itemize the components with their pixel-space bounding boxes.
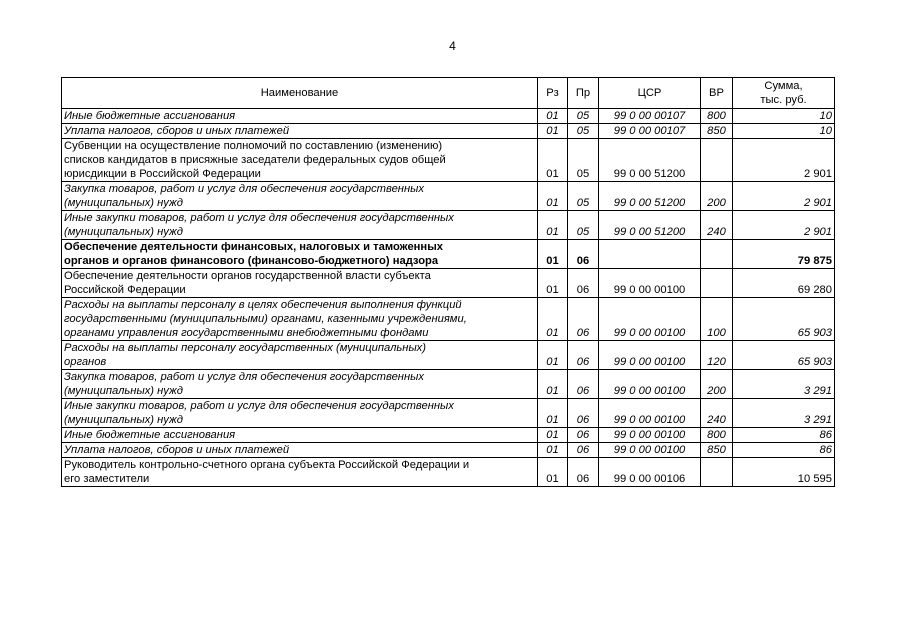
row-rz: 01 <box>538 109 568 124</box>
row-vr: 200 <box>701 370 733 399</box>
row-name: Расходы на выплаты персоналу в целях обеспечения выполнения функций государственными (муниципальными) органами, казенными учреждениями, органами управления государственными внебюджетными фондами <box>62 298 538 341</box>
row-vr: 240 <box>701 211 733 240</box>
row-csr: 99 0 00 00100 <box>599 399 701 428</box>
page-number: 4 <box>449 39 456 53</box>
row-vr <box>701 269 733 298</box>
row-vr: 850 <box>701 124 733 139</box>
row-pr: 05 <box>568 211 599 240</box>
table-row <box>62 211 835 240</box>
row-csr: 99 0 00 00107 <box>599 124 701 139</box>
header-vr: ВР <box>701 78 733 109</box>
table-header-row <box>62 78 835 109</box>
row-vr: 240 <box>701 399 733 428</box>
row-pr: 06 <box>568 428 599 443</box>
table-row <box>62 458 835 487</box>
table-row <box>62 124 835 139</box>
row-name: Иные бюджетные ассигнования <box>62 109 538 124</box>
row-sum: 2 901 <box>733 182 835 211</box>
row-rz: 01 <box>538 298 568 341</box>
row-pr: 06 <box>568 341 599 370</box>
row-pr: 06 <box>568 458 599 487</box>
row-name: Закупка товаров, работ и услуг для обеспечения государственных (муниципальных) нужд <box>62 182 538 211</box>
row-pr: 05 <box>568 139 599 182</box>
table-row <box>62 182 835 211</box>
row-name: Обеспечение деятельности финансовых, налоговых и таможенных органов и органов финансового (финансово-бюджетного) надзора <box>62 240 538 269</box>
table-row <box>62 240 835 269</box>
row-csr: 99 0 00 00100 <box>599 428 701 443</box>
row-csr: 99 0 00 00107 <box>599 109 701 124</box>
row-rz: 01 <box>538 139 568 182</box>
row-vr <box>701 240 733 269</box>
table-row <box>62 298 835 341</box>
row-sum: 3 291 <box>733 370 835 399</box>
row-csr: 99 0 00 00100 <box>599 298 701 341</box>
header-name: Наименование <box>62 78 538 109</box>
row-name: Расходы на выплаты персоналу государственных (муниципальных) органов <box>62 341 538 370</box>
row-pr: 06 <box>568 298 599 341</box>
row-sum: 86 <box>733 443 835 458</box>
header-csr: ЦСР <box>599 78 701 109</box>
row-csr: 99 0 00 51200 <box>599 139 701 182</box>
row-sum: 10 <box>733 109 835 124</box>
row-vr <box>701 458 733 487</box>
row-rz: 01 <box>538 182 568 211</box>
row-pr: 06 <box>568 269 599 298</box>
row-sum: 86 <box>733 428 835 443</box>
row-vr: 100 <box>701 298 733 341</box>
row-name: Уплата налогов, сборов и иных платежей <box>62 124 538 139</box>
row-csr: 99 0 00 00100 <box>599 370 701 399</box>
table-row <box>62 428 835 443</box>
row-rz: 01 <box>538 399 568 428</box>
table-row <box>62 139 835 182</box>
row-sum: 65 903 <box>733 298 835 341</box>
row-vr <box>701 139 733 182</box>
table-row <box>62 269 835 298</box>
row-rz: 01 <box>538 240 568 269</box>
row-name: Обеспечение деятельности органов государственной власти субъекта Российской Федерации <box>62 269 538 298</box>
row-pr: 06 <box>568 370 599 399</box>
header-rz: Рз <box>538 78 568 109</box>
header-sum: Сумма, тыс. руб. <box>733 78 835 109</box>
row-csr <box>599 240 701 269</box>
row-rz: 01 <box>538 458 568 487</box>
row-pr: 06 <box>568 240 599 269</box>
row-sum: 3 291 <box>733 399 835 428</box>
row-sum: 2 901 <box>733 211 835 240</box>
row-vr: 800 <box>701 428 733 443</box>
row-pr: 06 <box>568 399 599 428</box>
table-row <box>62 341 835 370</box>
row-csr: 99 0 00 00100 <box>599 341 701 370</box>
row-vr: 200 <box>701 182 733 211</box>
row-name: Уплата налогов, сборов и иных платежей <box>62 443 538 458</box>
row-pr: 06 <box>568 443 599 458</box>
row-vr: 850 <box>701 443 733 458</box>
table-row <box>62 443 835 458</box>
header-pr: Пр <box>568 78 599 109</box>
row-csr: 99 0 00 51200 <box>599 211 701 240</box>
row-vr: 800 <box>701 109 733 124</box>
table-row <box>62 370 835 399</box>
row-rz: 01 <box>538 211 568 240</box>
row-name: Закупка товаров, работ и услуг для обеспечения государственных (муниципальных) нужд <box>62 370 538 399</box>
table-row <box>62 109 835 124</box>
row-name: Иные закупки товаров, работ и услуг для обеспечения государственных (муниципальных) нужд <box>62 399 538 428</box>
row-sum: 2 901 <box>733 139 835 182</box>
row-name: Субвенции на осуществление полномочий по составлению (изменению) списков кандидатов в присяжные заседатели федеральных судов общей юрисдикции в Российской Федерации <box>62 139 538 182</box>
row-pr: 05 <box>568 182 599 211</box>
row-rz: 01 <box>538 428 568 443</box>
row-name: Иные закупки товаров, работ и услуг для обеспечения государственных (муниципальных) нужд <box>62 211 538 240</box>
row-pr: 05 <box>568 109 599 124</box>
budget-table <box>61 77 835 487</box>
row-rz: 01 <box>538 124 568 139</box>
row-sum: 65 903 <box>733 341 835 370</box>
table-body <box>62 109 835 487</box>
row-sum: 69 280 <box>733 269 835 298</box>
row-pr: 05 <box>568 124 599 139</box>
row-rz: 01 <box>538 443 568 458</box>
row-vr: 120 <box>701 341 733 370</box>
row-csr: 99 0 00 00100 <box>599 443 701 458</box>
row-rz: 01 <box>538 269 568 298</box>
row-sum: 10 595 <box>733 458 835 487</box>
row-sum: 79 875 <box>733 240 835 269</box>
row-csr: 99 0 00 51200 <box>599 182 701 211</box>
row-name: Иные бюджетные ассигнования <box>62 428 538 443</box>
table-row <box>62 399 835 428</box>
row-name: Руководитель контрольно-счетного органа субъекта Российской Федерации и его заместители <box>62 458 538 487</box>
row-sum: 10 <box>733 124 835 139</box>
row-csr: 99 0 00 00100 <box>599 269 701 298</box>
row-rz: 01 <box>538 341 568 370</box>
row-csr: 99 0 00 00106 <box>599 458 701 487</box>
row-rz: 01 <box>538 370 568 399</box>
